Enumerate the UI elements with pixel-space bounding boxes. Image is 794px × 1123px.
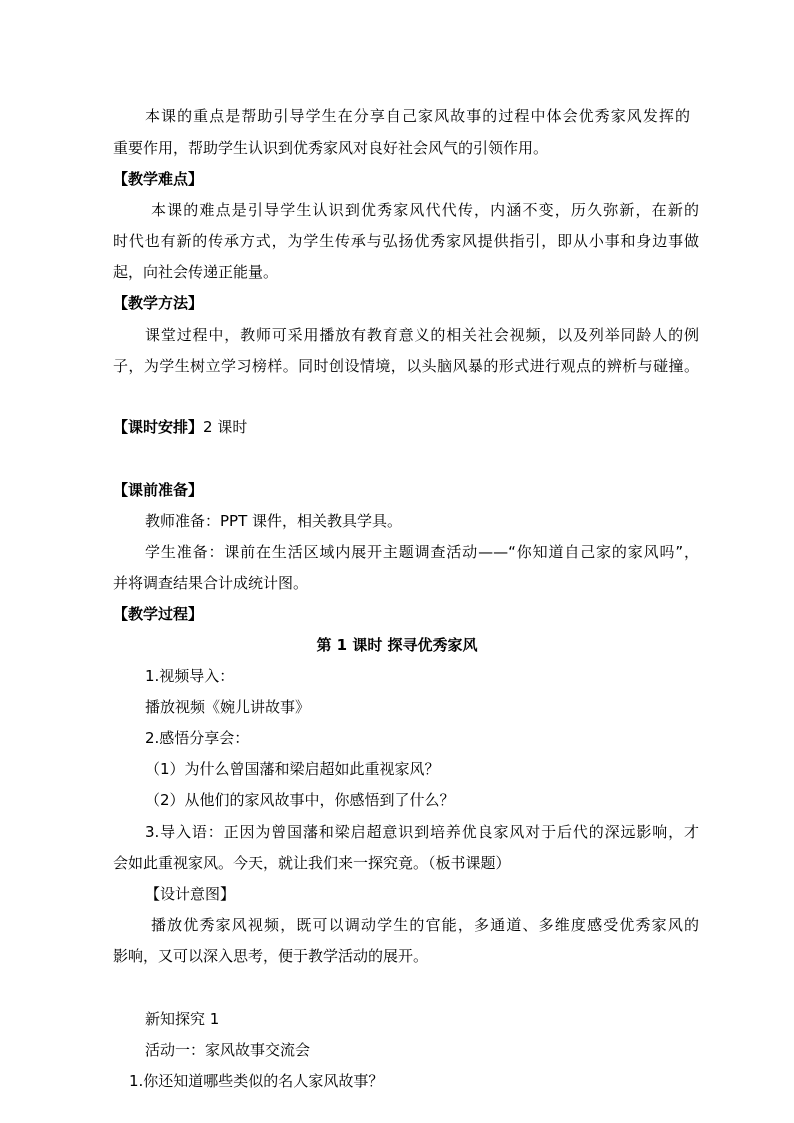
design-intent-line-1: 播放优秀家风视频，既可以调动学生的官能，多通道、多维度感受优秀家风的 [151,916,699,934]
activity-1-title: 活动一：家风故事交流会 [145,1041,311,1059]
schedule-line [113,417,247,437]
intro-speech-line-2: 会如此重视家风。今天，就让我们来一探究竟。（板书课题） [113,854,511,872]
schedule-value: 2 课时 [203,418,248,436]
teacher-preparation: 教师准备：PPT 课件，相关教具学具。 [145,512,403,530]
difficulty-paragraph-line-2: 时代也有新的传承方式，为学生传承与弘扬优秀家风提供指引，即从小事和身边事做 [113,232,699,250]
method-paragraph-line-1: 课堂过程中，教师可采用播放有教育意义的相关社会视频，以及列举同龄人的例 [145,326,699,344]
play-video-line: 播放视频《婉儿讲故事》 [145,698,311,716]
student-preparation-line-1: 学生准备：课前在生活区域内展开主题调查活动——“你知道自己家的家风吗”， [145,543,699,561]
key-point-paragraph-line-1: 本课的重点是帮助引导学生在分享自己家风故事的过程中体会优秀家风发挥的 [145,107,690,125]
step-video-intro: 1.视频导入： [145,667,235,685]
heading-preparation: 【课前准备】 [113,481,204,499]
heading-class-schedule: 【课时安排】 [113,418,204,436]
heading-teaching-process: 【教学过程】 [113,605,204,623]
key-point-paragraph-line-2: 重要作用，帮助学生认识到优秀家风对良好社会风气的引领作用。 [113,139,549,157]
heading-teaching-difficulty: 【教学难点】 [113,170,204,188]
lesson-1-title: 第 1 课时 探寻优秀家风 [316,636,478,654]
difficulty-paragraph-line-3: 起，向社会传递正能量。 [113,263,279,281]
question-1: （1）为什么曾国藩和梁启超如此重视家风？ [145,760,440,778]
new-knowledge-1: 新知探究 1 [145,1010,220,1028]
heading-design-intent: 【设计意图】 [145,885,236,903]
question-2: （2）从他们的家风故事中，你感悟到了什么？ [145,791,455,809]
activity-1-question: 1.你还知道哪些类似的名人家风故事？ [129,1072,384,1090]
method-paragraph-line-2: 子，为学生树立学习榜样。同时创设情境，以头脑风暴的形式进行观点的辨析与碰撞。 [113,357,699,375]
difficulty-paragraph-line-1: 本课的难点是引导学生认识到优秀家风代代传，内涵不变，历久弥新，在新的 [151,201,699,219]
student-preparation-line-2: 并将调查结果合计成统计图。 [113,574,309,592]
design-intent-line-2: 影响，又可以深入思考，便于教学活动的展开。 [113,947,429,965]
heading-teaching-method: 【教学方法】 [113,294,204,312]
intro-speech-line-1: 3.导入语：正因为曾国藩和梁启超意识到培养优良家风对于后代的深远影响，才 [145,823,699,841]
step-sharing-session: 2.感悟分享会： [145,729,250,747]
